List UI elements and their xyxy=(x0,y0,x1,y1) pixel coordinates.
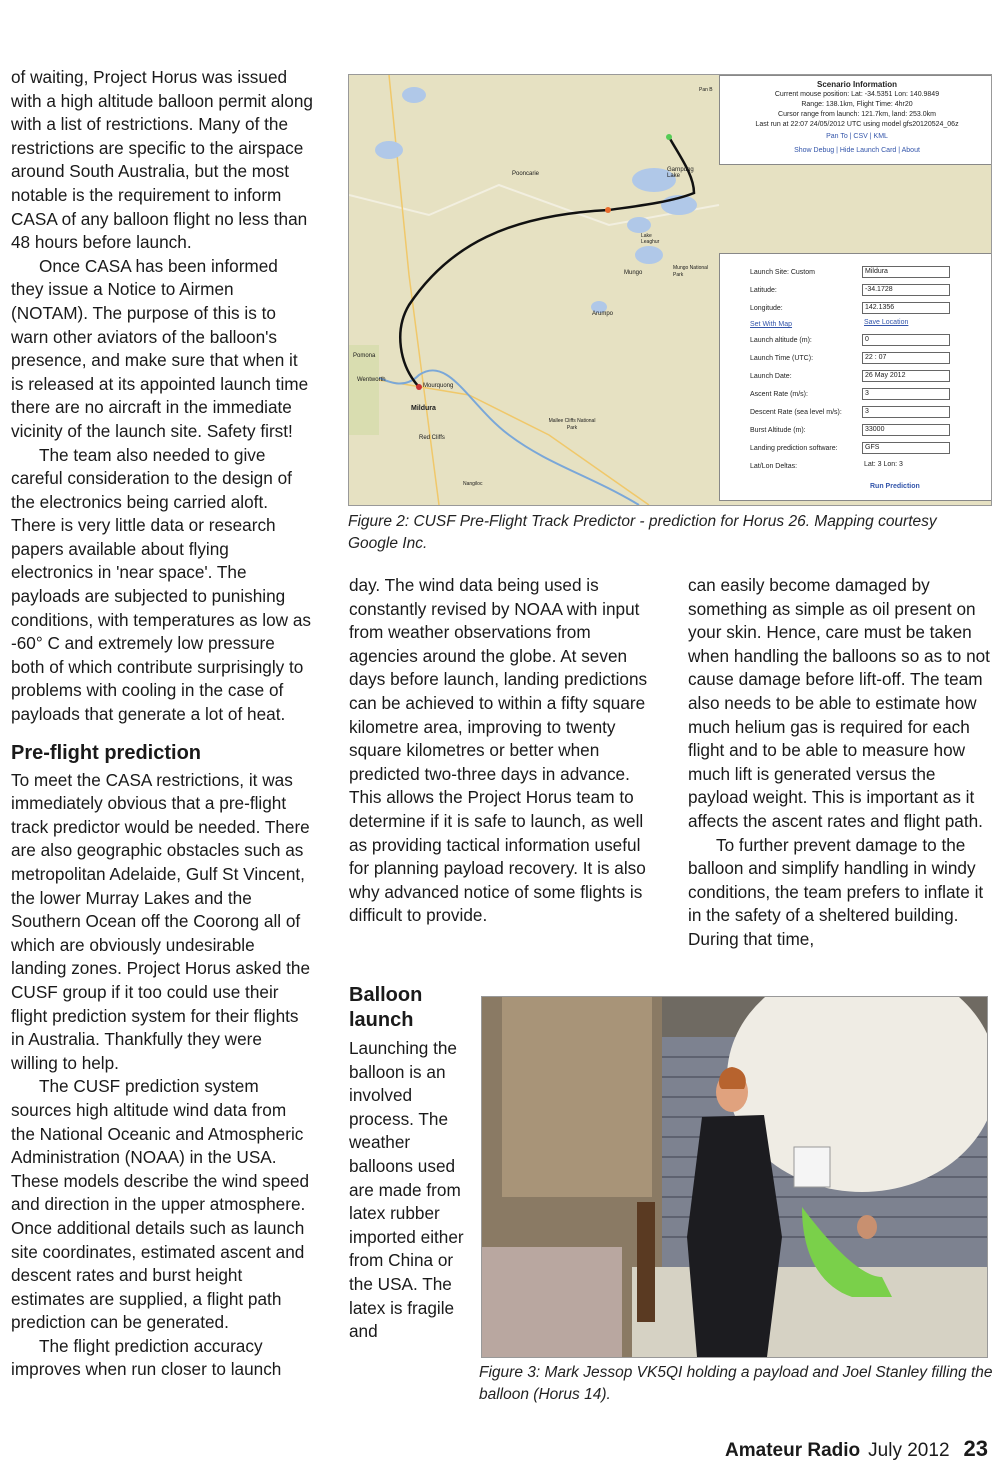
map-label: Nangiloc xyxy=(463,481,483,487)
launch-value[interactable]: 33000 xyxy=(862,424,950,436)
map-label: Pooncarie xyxy=(512,171,540,177)
magazine-name: Amateur Radio xyxy=(725,1440,861,1461)
launch-label: Landing prediction software: xyxy=(750,445,838,452)
paragraph: day. The wind data being used is constantly revised by NOAA with input from weather observations from agencies around the globe. At seven days before launch, landing predictions can be achieved to within a fifty square kilometre area, improving to twenty square kilometres or better when predicted two-three days in advance. This allows the Project Horus team to determine if it is safe to launch, as well as providing tactical information useful for planning payload recovery. It is also why advanced notice of some flights is difficult to provide. xyxy=(349,575,648,926)
launch-row xyxy=(750,442,990,456)
paragraph: Once CASA has been informed they issue a Notice to Airmen (NOTAM). The purpose of this is to warn other aviators of the balloon's presence, and make sure that when it is released at its appointed launch time there are no aircraft in the immediate vicinity of the launch site. Safety first! xyxy=(11,255,309,441)
launch-label: Burst Altitude (m): xyxy=(750,427,806,434)
figure-2-caption: Figure 2: CUSF Pre-Flight Track Predictor - prediction for Horus 26. Mapping courtesy Google Inc. xyxy=(348,513,937,552)
launch-row xyxy=(750,302,990,316)
scenario-line: Cursor range from launch: 121.7km, land: 253.0km xyxy=(778,111,936,118)
map-label: Mungo National Park xyxy=(673,265,709,278)
launch-row xyxy=(750,460,990,474)
paragraph: To meet the CASA restrictions, it was immediately obvious that a pre-flight track predictor would be needed. There are also geographic obstacles such as metropolitan Adelaide, Gulf St Vincent, the lower Murray Lakes and the Southern Ocean off the Coorong all of which are obviously undesirable landing zones. Project Horus asked the CUSF group if it too could use their flight prediction system for their flights in Australia. Thankfully they were willing to help. xyxy=(11,769,311,1073)
right-column xyxy=(688,574,990,952)
launch-card-panel xyxy=(719,253,992,501)
launch-value[interactable]: 0 xyxy=(862,334,950,346)
launch-label: Launch altitude (m): xyxy=(750,337,812,344)
map-label: Pan B xyxy=(699,87,713,93)
map-label: Mungo xyxy=(624,270,643,276)
scenario-line: Range: 138.1km, Flight Time: 4hr20 xyxy=(801,101,913,108)
launch-value[interactable]: 22 : 07 xyxy=(862,352,950,364)
map-label: Mallee Cliffs National Park xyxy=(548,418,596,431)
launch-value[interactable]: Save Location xyxy=(862,318,948,328)
map-label: Red Cliffs xyxy=(419,435,445,441)
issue-date: July 2012 xyxy=(868,1440,950,1461)
scenario-links[interactable]: Show Debug | Hide Launch Card | About xyxy=(794,147,920,154)
launch-label: Lat/Lon Deltas: xyxy=(750,463,798,470)
launch-value[interactable]: 3 xyxy=(862,388,950,400)
map-label: Mildura xyxy=(411,405,436,412)
left-column xyxy=(11,66,313,1382)
figure-3-photo xyxy=(481,996,988,1358)
figure-3-caption: Figure 3: Mark Jessop VK5QI holding a payload and Joel Stanley filling the balloon (Horus 14). xyxy=(479,1364,993,1403)
launch-label: Descent Rate (sea level m/s): xyxy=(750,409,842,416)
scenario-line: Current mouse position: Lat: -34.5351 Lon: 140.9849 xyxy=(774,91,940,98)
launch-row xyxy=(750,318,990,332)
launch-label: Ascent Rate (m/s): xyxy=(750,391,808,398)
launch-label: Latitude: xyxy=(750,287,777,294)
launch-label: Launch Time (UTC): xyxy=(750,355,814,362)
map-label: Lake Leaghur xyxy=(641,233,660,245)
launch-row xyxy=(750,334,990,348)
launch-value[interactable]: 26 May 2012 xyxy=(862,370,950,382)
page-number: 23 xyxy=(963,1436,988,1461)
figure-2-map xyxy=(348,74,992,506)
launch-value[interactable]: 3 xyxy=(862,406,950,418)
paragraph: can easily become damaged by something as simple as oil present on your skin. Hence, care must be taken when handling the balloons so as to not cause damage before lift-off. The team also needs to be able to estimate how much helium gas is required for each flight and to be able to measure how much lift is generated versus the payload weight. This is important as it affects the ascent rates and flight path. xyxy=(688,575,990,831)
launch-row xyxy=(750,352,990,366)
map-label: Mourquong xyxy=(423,383,454,389)
scenario-links[interactable]: Pan To | CSV | KML xyxy=(826,133,888,140)
launch-label: Launch Date: xyxy=(750,373,792,380)
map-label: Garnpung Lake xyxy=(667,167,694,179)
middle-column xyxy=(349,574,663,928)
map-label: Pomona xyxy=(353,353,376,359)
section-heading: Balloon launch xyxy=(349,984,423,1031)
run-prediction-button[interactable]: Run Prediction xyxy=(870,483,920,490)
launch-value[interactable]: Lat: 3 Lon: 3 xyxy=(862,460,948,470)
launch-row xyxy=(750,370,990,384)
launch-row xyxy=(750,406,990,420)
launch-value[interactable]: GFS xyxy=(862,442,950,454)
launch-row xyxy=(750,284,990,298)
launch-value[interactable]: -34.1728 xyxy=(862,284,950,296)
paragraph: of waiting, Project Horus was issued with a high altitude balloon permit along with a list of restrictions. Many of the restrictions are specific to the airspace around South Australia, but the most notable is the requirement to inform CASA of any balloon flight no less than 48 hours before launch. xyxy=(11,67,313,253)
map-label: Wentworth xyxy=(357,377,386,383)
paragraph: To further prevent damage to the balloon and simplify handling in windy conditions, the team prefers to inflate it in the safety of a sheltered building. During that time, xyxy=(688,834,984,949)
scenario-title: Scenario Information xyxy=(816,80,897,89)
launch-value[interactable]: 142.1356 xyxy=(862,302,950,314)
launch-row xyxy=(750,424,990,438)
paragraph: Launching the balloon is an involved process. The weather balloons used are made from latex rubber imported either from China or the USA. The latex is fragile and xyxy=(349,1038,464,1342)
scenario-info-panel xyxy=(719,75,992,165)
launch-row xyxy=(750,388,990,402)
launch-row xyxy=(750,266,990,280)
paragraph: The flight prediction accuracy improves when run closer to launch xyxy=(11,1335,282,1380)
paragraph: The team also needed to give careful consideration to the design of the electronics being carried aloft. There is very little data or research papers available about flying electronics in 'near space'. The payloads are subjected to punishing conditions, with temperatures as low as -60° C and extremely low pressure both of which contribute surprisingly to problems with cooling in the case of payloads that generate a lot of heat. xyxy=(11,444,311,725)
scenario-line: Last run at 22:07 24/05/2012 UTC using model gfs20120524_06z xyxy=(755,121,959,128)
photo-image xyxy=(482,997,987,1357)
launch-value[interactable]: Mildura xyxy=(862,266,950,278)
launch-label: Longitude: xyxy=(750,305,783,312)
page-footer xyxy=(725,1436,988,1462)
launch-label: Launch Site: Custom xyxy=(750,269,815,276)
section-heading: Pre-flight prediction xyxy=(11,741,201,764)
paragraph: The CUSF prediction system sources high altitude wind data from the National Oceanic and Atmospheric Administration (NOAA) in the USA. These models describe the wind speed and direction in the upper atmosphere. Once additional details such as launch site coordinates, estimated ascent and descent rates and burst height estimates are supplied, a flight path prediction can be generated. xyxy=(11,1076,310,1333)
map-label: Arumpo xyxy=(592,311,614,317)
launch-label[interactable]: Set With Map xyxy=(750,321,793,328)
middle-column-lower xyxy=(349,983,467,1344)
